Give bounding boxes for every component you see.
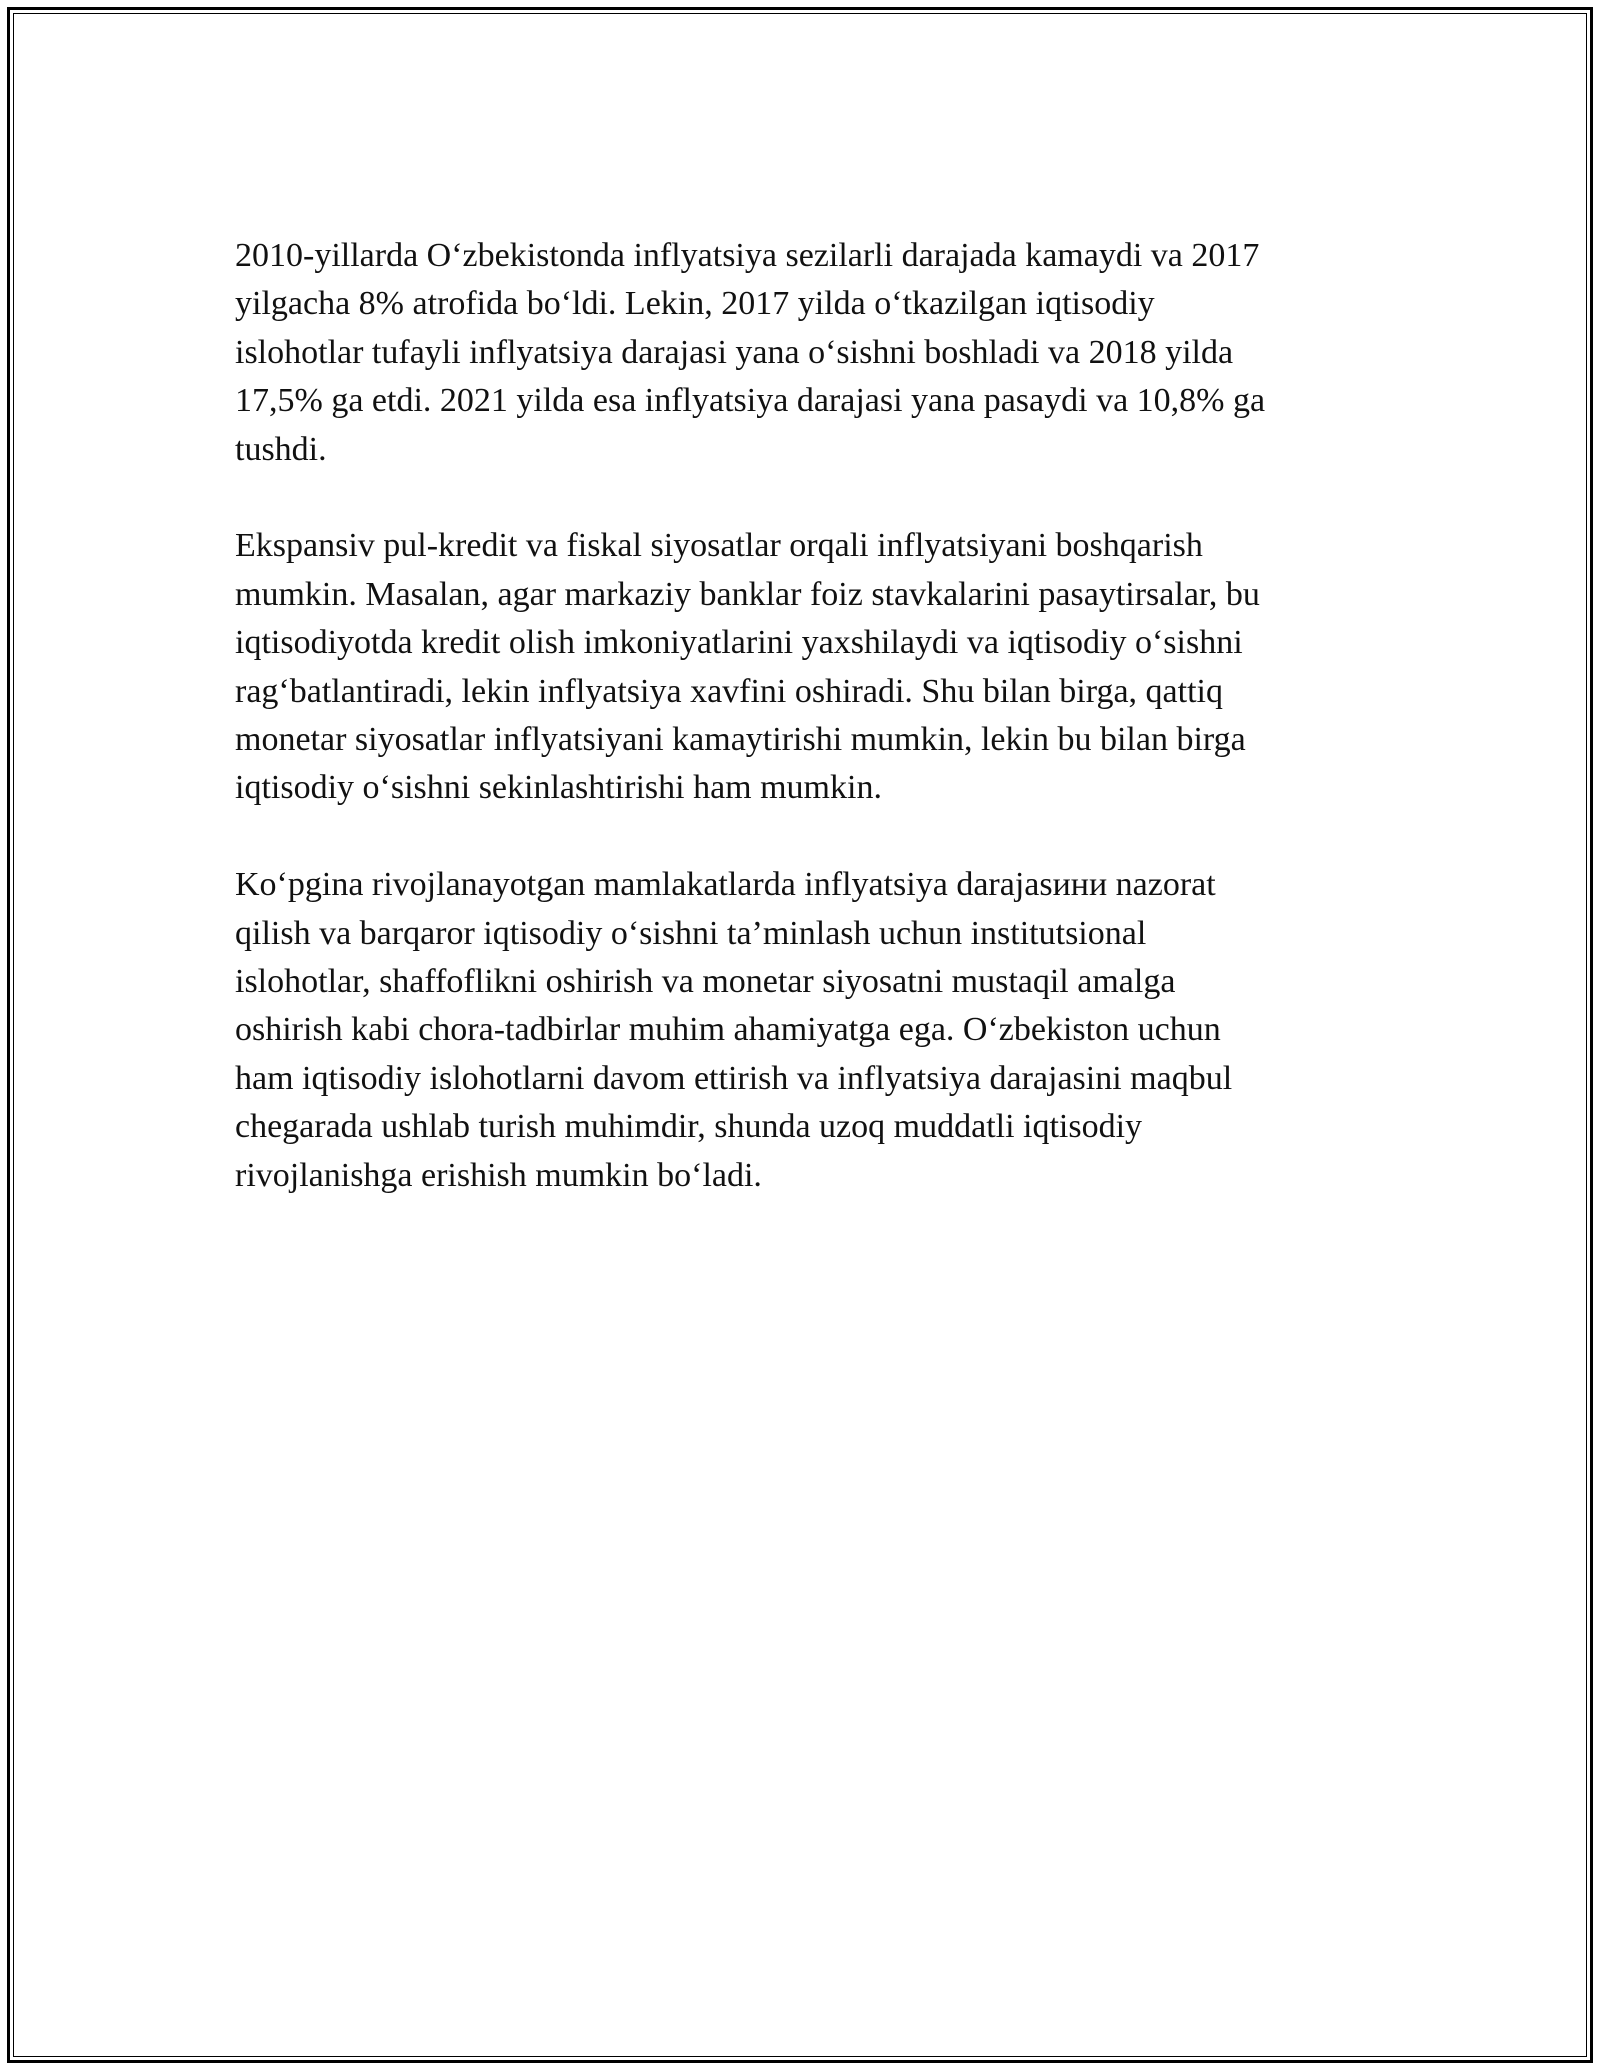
text-line: islohotlar, shaffoflikni oshirish va monetar siyosatni mustaqil amalga [235, 963, 1176, 1001]
text-line: iqtisodiyotda kredit olish imkoniyatlarini yaxshilaydi va iqtisodiy o‘sishni [235, 624, 1243, 662]
paragraph-inflation-history [235, 232, 1360, 474]
text-line: chegarada ushlab turish muhimdir, shunda uzoq muddatli iqtisodiy [235, 1108, 1143, 1146]
text-line: rivojlanishga erishish mumkin bo‘ladi. [235, 1156, 762, 1194]
text-line: oshirish kabi chora-tadbirlar muhim ahamiyatga ega. O‘zbekiston uchun [235, 1011, 1221, 1049]
text-line: yilgacha 8% atrofida bo‘ldi. Lekin, 2017 yilda o‘tkazilgan iqtisodiy [235, 285, 1155, 323]
text-line: qilish va barqaror iqtisodiy o‘sishni ta’minlash uchun institutsional [235, 914, 1147, 952]
text-line: monetar siyosatlar inflyatsiyani kamaytirishi mumkin, lekin bu bilan birga [235, 721, 1246, 759]
paragraph-institutional-reforms [235, 861, 1360, 1200]
text-line: iqtisodiy o‘sishni sekinlashtirishi ham mumkin. [235, 769, 882, 807]
document-body [235, 232, 1360, 1248]
text-line: rag‘batlantiradi, lekin inflyatsiya xavfini oshiradi. Shu bilan birga, qattiq [235, 672, 1223, 710]
text-line: 2010-yillarda O‘zbekistonda inflyatsiya sezilarli darajada kamaydi va 2017 [235, 237, 1260, 274]
text-line: mumkin. Masalan, agar markaziy banklar foiz stavkalarini pasaytirsalar, bu [235, 575, 1260, 613]
text-line: Ko‘pgina rivojlanayotgan mamlakatlarda inflyatsiya darajasини nazorat [235, 866, 1216, 904]
text-line: 17,5% ga etdi. 2021 yilda esa inflyatsiya darajasi yana pasaydi va 10,8% ga [235, 382, 1266, 420]
text-line: islohotlar tufayli inflyatsiya darajasi yana o‘sishni boshladi va 2018 yilda [235, 333, 1234, 371]
text-line: Ekspansiv pul-kredit va fiskal siyosatlar orqali inflyatsiyani boshqarish [235, 527, 1203, 565]
paragraph-monetary-policy [235, 522, 1360, 812]
text-line: tushdi. [235, 430, 327, 468]
text-line: ham iqtisodiy islohotlarni davom ettirish va inflyatsiya darajasini maqbul [235, 1059, 1233, 1097]
